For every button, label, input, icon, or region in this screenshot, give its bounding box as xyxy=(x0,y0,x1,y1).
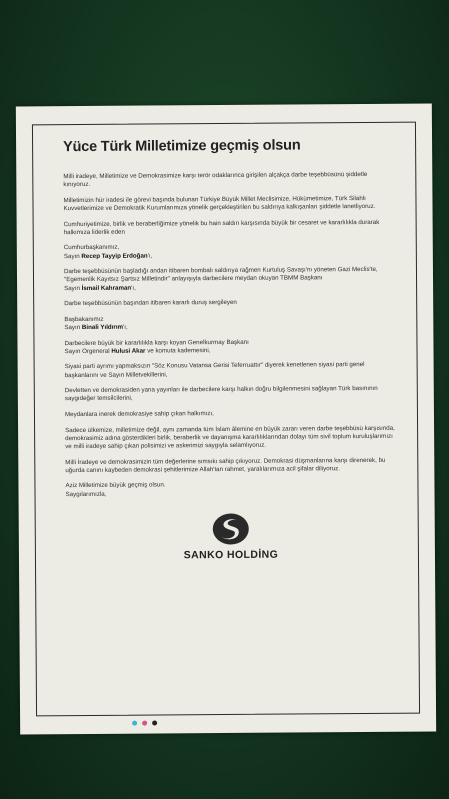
chief-name: Hulusi Akar xyxy=(111,347,146,355)
paragraph-10: Devletten ve demokrasiden yana yayınları ile darbecilere karşı halkın doğru bilgilenmesini sağlayan Türk basınının saygıdeğer temsilcilerini, xyxy=(64,385,378,403)
magenta-dot xyxy=(142,721,147,726)
paragraph-11: Meydanlara inerek demokrasiye sahip çıkan halkımızı, xyxy=(64,410,214,419)
speaker-name: İsmail Kahraman xyxy=(81,284,132,292)
ad-body xyxy=(63,171,395,499)
pm-title: Başbakanımız xyxy=(64,315,104,323)
ad-frame xyxy=(32,122,420,717)
suffix: 'ı, xyxy=(123,323,128,331)
paragraph-1: Milli iradeye, Milletimize ve Demokrasimize karşı terör odaklarınca girişilen alçakça darbe teşebbüsünü şiddetle kınıyoruz. xyxy=(63,171,368,189)
black-dot xyxy=(152,720,157,725)
paragraph-pm xyxy=(64,314,394,333)
company-logo xyxy=(66,511,396,562)
page-title: Yüce Türk Milletimize geçmiş olsun xyxy=(63,137,301,156)
paragraph-speaker xyxy=(64,266,394,293)
registration-marks xyxy=(132,720,157,725)
regards-line: Saygılarımızla, xyxy=(65,490,107,498)
speaker-text: Darbe teşebbüsünün başladığı andan itibaren bombalı saldırıya rağmen Kurtuluş Savaşı'nı yöneten Gazi Meclis'te, "Egemenlik Kayıtsız Şartsız Milletindir" anlayışıyla darbecilere meydan okuyan TBMM Başkanı xyxy=(63,266,378,284)
company-name: SANKO HOLDİNG xyxy=(183,548,279,562)
president-title: Cumhurbaşkanımız xyxy=(63,244,118,252)
paragraph-president: Cumhurbaşkanımız, Sayın Recep Tayyip Erdoğan'ı, xyxy=(63,244,153,260)
paragraph-9: Siyasi parti ayrımı yapmaksızın "Söz Konusu Vatansa Gerisi Teferruattır" diyerek kenetlenen siyasi parti genel başkanlarını ve Sayın Milletvekillerini, xyxy=(64,361,365,379)
honorific: Sayın xyxy=(64,284,82,292)
sanko-logo-icon xyxy=(211,512,251,546)
newspaper-page xyxy=(16,104,436,735)
suffix: 'ı, xyxy=(147,252,153,260)
cyan-dot xyxy=(132,721,137,726)
paragraph-3: Cumhuriyetimize, birlik ve beraberliğimize yönelik bu hain saldırı karşısında büyük bir cesaret ve kararlılıkla durarak halkımıza liderlik eden xyxy=(63,218,380,236)
honorific: Sayın xyxy=(64,323,82,332)
suffix: 'ı, xyxy=(131,284,136,292)
paragraph-2: Milletimizin hür iradesi ile görevi başında bulunan Türkiye Büyük Millet Meclisimize, Hükümetimize, Türk Silahlı Kuvvetlerimize ve Demokratik Kurumlarımıza yönelik gerçekleştirilen bu saldırıya kalkışanları şiddetle lanetliyoruz. xyxy=(63,194,376,213)
paragraph-13: Milli İradeye ve demokrasimizin tüm değerlerine sımsıkı sahip çıkıyoruz. Demokrasi düşmanlarına karşı direnerek, bu uğurda canını kaybeden demokrasi şehitlerimize Allah'tan rahmet, yaralılarımıza acil şifalar diliyoruz. xyxy=(65,456,386,474)
president-name: Recep Tayyip Erdoğan xyxy=(81,252,148,260)
closing-line: Aziz Milletimize büyük geçmiş olsun. xyxy=(65,481,166,490)
paragraph-chief xyxy=(64,337,394,356)
pm-name: Binali Yıldırım xyxy=(81,323,124,331)
chief-text: Darbecilere büyük bir kararlılıkla karşı koyan Genelkurmay Başkanı xyxy=(64,338,249,347)
honorific: Sayın xyxy=(63,252,82,260)
paragraph-closing xyxy=(65,480,395,499)
suffix: ve komuta kademesini, xyxy=(145,346,211,355)
honorific: Sayın Orgeneral xyxy=(64,347,112,355)
paragraph-6: Darbe teşebbüsünün başından itibaren kararlı duruş sergileyen xyxy=(64,299,237,308)
paragraph-12: Sadece ülkemize, milletimize değil, aynı zamanda tüm İslam âlemine en büyük zararı veren darbe teşebbüsü karşısında, demokrasimiz adına gösterdikleri birlik, beraberlik ve dayanışma kararlılıklarından dolayı tüm sivil toplum kuruluşlarımızı ve milli iradeye sahip çıkan polisimizi ve askerimizi saygıyla selamlıyoruz. xyxy=(65,424,395,451)
